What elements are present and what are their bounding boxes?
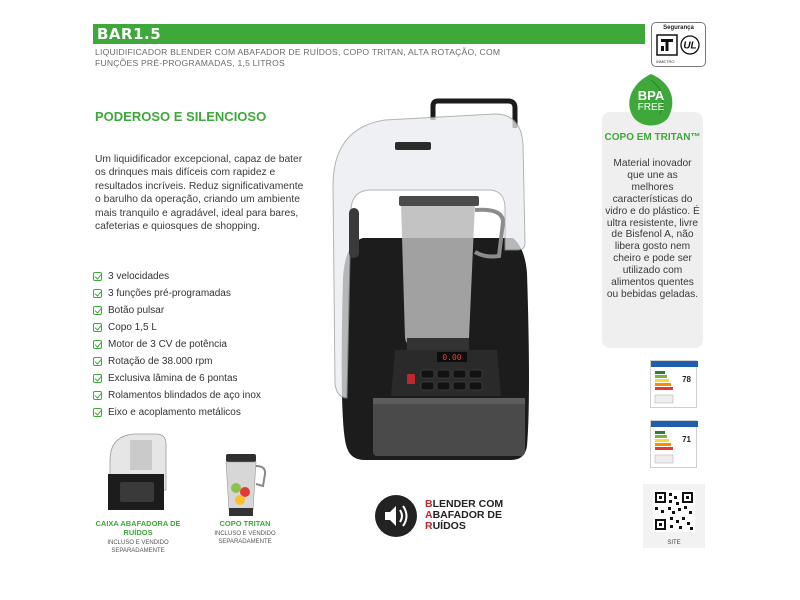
energy-label-2 [650, 420, 697, 468]
feature-item [93, 404, 293, 421]
feature-item [93, 285, 293, 302]
feature-text: Copo 1,5 L [108, 322, 157, 333]
energy-value: 78 [682, 375, 691, 384]
energy-label-1 [650, 360, 697, 408]
enclosure-thumbnail [100, 430, 172, 512]
checkbox-icon [93, 272, 102, 281]
accessory-jar-caption: COPO TRITAN [219, 519, 271, 528]
feature-text: Rotação de 38.000 rpm [108, 356, 213, 367]
checkbox-icon [93, 391, 102, 400]
tritan-description: Material inovador que une as melhores características do vidro e do plástico. É ultra resistente, livre de Bisfenol A, não libera gosto nem cheiro e pode ser utilizado com alimentos quentes ou bebidas geladas. [605, 158, 700, 300]
feature-item [93, 336, 293, 353]
intro-paragraph: Um liquidificador excepcional, capaz de bater os drinques mais difíceis com rapidez e resultados incríveis. Reduz significativamente o barulho da operação, criando um ambiente mais tranquilo e agradável, ideal para bares, cafeterias e quiosques de shopping. [95, 154, 304, 233]
checkbox-icon [93, 340, 102, 349]
checkbox-icon [93, 357, 102, 366]
energy-rating-icon [651, 361, 698, 409]
accessory-enclosure-note: INCLUSO E VENDIDO SEPARADAMENTE [107, 540, 169, 554]
feature-item [93, 387, 293, 404]
feature-item [93, 319, 293, 336]
bpa-label: BPA [637, 88, 665, 103]
feature-text: Rolamentos blindados de aço inox [108, 390, 261, 401]
svg-text:0.00: 0.00 [442, 353, 462, 362]
accessory-enclosure-image [100, 430, 172, 512]
checkbox-icon [93, 289, 102, 298]
blender-product-image [325, 98, 535, 470]
feature-item [93, 268, 293, 285]
noise-line-1: BLENDER COM [425, 498, 504, 510]
tritan-info-panel [602, 112, 703, 348]
inmetro-ul-logo [656, 34, 703, 56]
qr-label: SITE [667, 540, 681, 546]
speaker-icon [374, 494, 420, 538]
model-title-bar [93, 24, 645, 44]
product-subtitle: LIQUIDIFICADOR BLENDER COM ABAFADOR DE RUÍDOS, COPO TRITAN, ALTA ROTAÇÃO, COM FUNÇÕES PRÉ-PROGRAMADAS, 1,5 LITROS [95, 47, 501, 68]
feature-text: Motor de 3 CV de potência [108, 339, 227, 350]
feature-item [93, 370, 293, 387]
energy-value: 71 [682, 435, 691, 444]
certification-title: Segurança [663, 25, 694, 31]
checkbox-icon [93, 306, 102, 315]
feature-text: Eixo e acoplamento metálicos [108, 407, 241, 418]
accessory-jar-note: INCLUSO E VENDIDO SEPARADAMENTE [214, 531, 276, 545]
checkbox-icon [93, 323, 102, 332]
feature-text: 3 funções pré-programadas [108, 288, 231, 299]
tritan-jar-thumbnail [218, 452, 268, 518]
energy-rating-icon [651, 421, 698, 469]
blender-illustration [325, 98, 535, 470]
safety-certification-seal [651, 22, 706, 67]
bpa-free-badge [622, 72, 680, 128]
feature-item [93, 302, 293, 319]
model-title: BAR1.5 [97, 25, 162, 43]
feature-text: 3 velocidades [108, 271, 170, 282]
checkbox-icon [93, 408, 102, 417]
site-qr-code[interactable] [643, 484, 705, 548]
certification-footer: INMETRO [656, 59, 675, 64]
qr-code-icon [643, 484, 705, 538]
section-heading: PODEROSO E SILENCIOSO [95, 109, 267, 124]
noise-line-3: RUÍDOS [425, 520, 466, 532]
tritan-title: COPO EM TRITAN™ [604, 132, 701, 143]
svg-text:UL: UL [683, 40, 697, 52]
noise-line-2: ABAFADOR DE [425, 509, 503, 521]
accessory-jar-image [218, 452, 268, 518]
noise-reduction-badge [374, 494, 534, 538]
checkbox-icon [93, 374, 102, 383]
feature-item [93, 353, 293, 370]
feature-list [93, 268, 293, 421]
accessory-enclosure-caption: CAIXA ABAFADORA DE RUÍDOS [95, 519, 181, 537]
feature-text: Exclusiva lâmina de 6 pontas [108, 373, 238, 384]
free-label: FREE [637, 102, 665, 113]
feature-text: Botão pulsar [108, 305, 165, 316]
